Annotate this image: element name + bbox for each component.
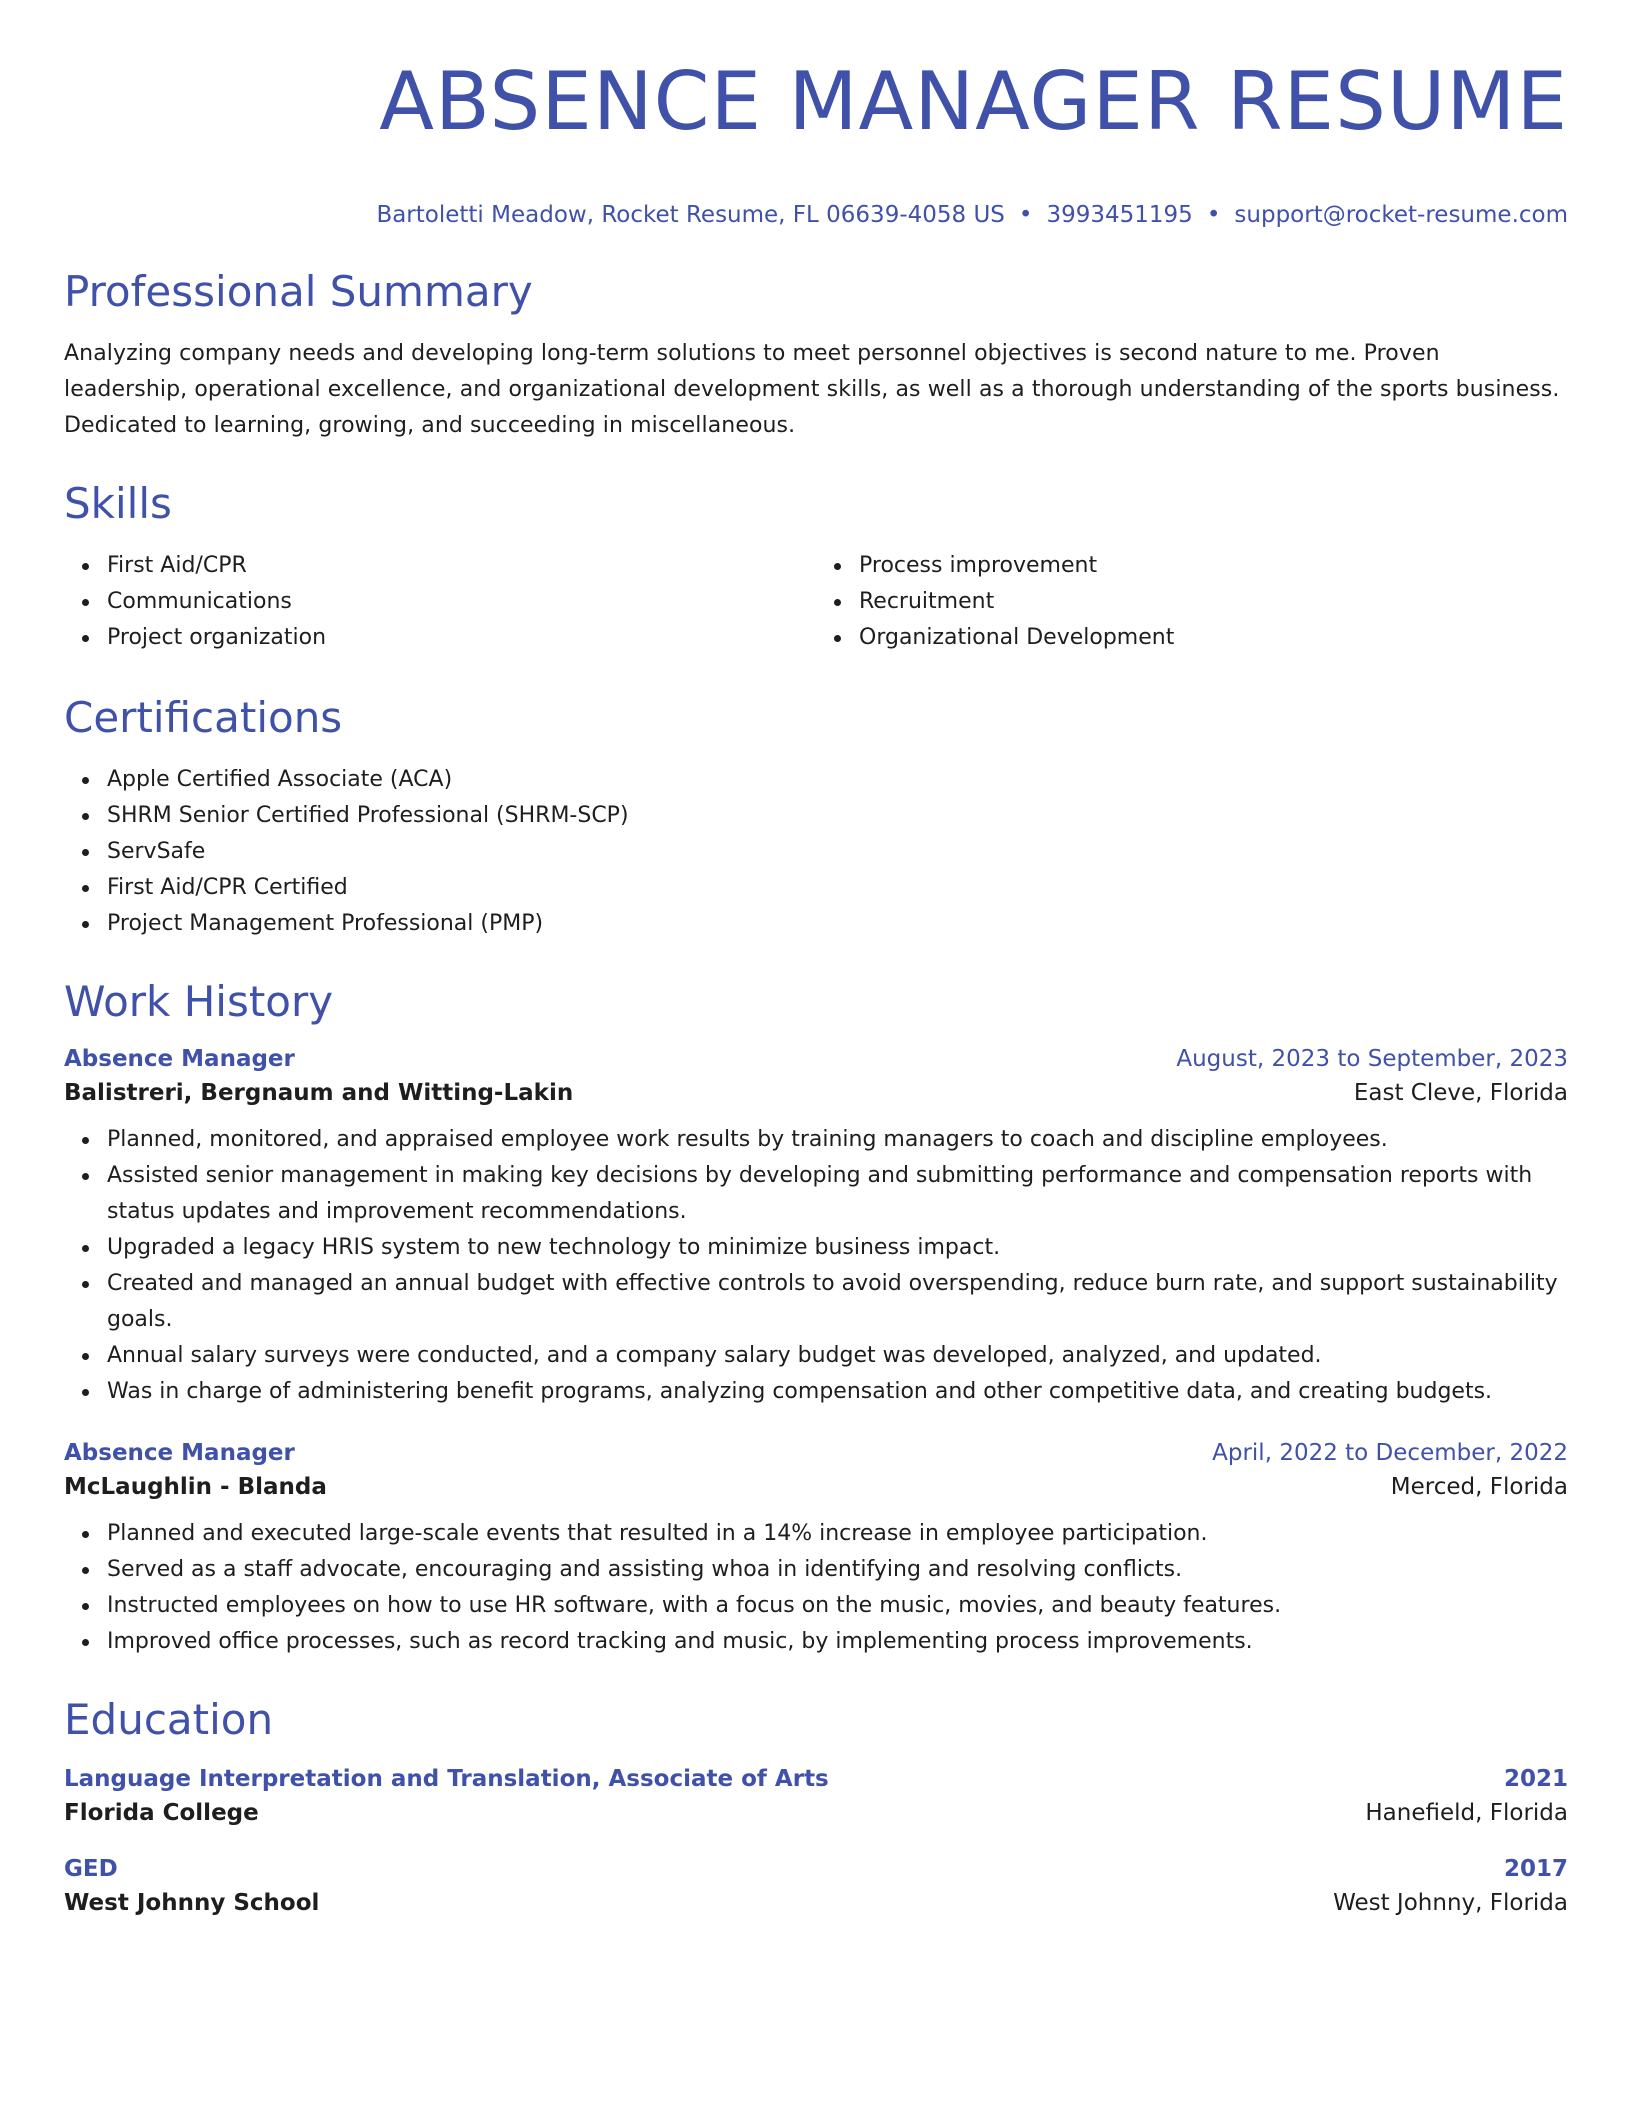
job-location: East Cleve, Florida xyxy=(1353,1080,1568,1106)
education-entry xyxy=(64,1856,1568,1916)
contact-separator: • xyxy=(1206,202,1221,228)
skill-item: Recruitment xyxy=(859,584,1568,620)
certification-item: Apple Certified Associate (ACA) xyxy=(107,762,1568,798)
job-company: Balistreri, Bergnaum and Witting-Lakin xyxy=(64,1080,574,1106)
education-school: West Johnny School xyxy=(64,1890,320,1916)
skills-right-column xyxy=(816,548,1568,656)
summary-heading: Professional Summary xyxy=(64,267,533,316)
job-bullet: Was in charge of administering benefit programs, analyzing compensation and other competitive data, and creating budgets. xyxy=(107,1374,1568,1410)
job-title: Absence Manager xyxy=(64,1440,295,1466)
job-location: Merced, Florida xyxy=(1390,1474,1568,1500)
skills-left-column xyxy=(64,548,816,656)
education-location: West Johnny, Florida xyxy=(1333,1890,1568,1916)
job-dates: April, 2022 to December, 2022 xyxy=(1212,1440,1568,1466)
skills-heading: Skills xyxy=(64,479,172,528)
certification-item: Project Management Professional (PMP) xyxy=(107,906,1568,942)
job-title: Absence Manager xyxy=(64,1046,295,1072)
certifications-section xyxy=(64,692,1568,942)
education-degree: Language Interpretation and Translation, Associate of Arts xyxy=(64,1766,829,1792)
job-bullet: Annual salary surveys were conducted, and a company salary budget was developed, analyzed, and updated. xyxy=(107,1338,1568,1374)
certification-item: First Aid/CPR Certified xyxy=(107,870,1568,906)
skill-item: Organizational Development xyxy=(859,620,1568,656)
skill-item: Process improvement xyxy=(859,548,1568,584)
work-history-section xyxy=(64,976,1568,1660)
job-bullet: Planned, monitored, and appraised employee work results by training managers to coach and discipline employees. xyxy=(107,1122,1568,1158)
contact-line xyxy=(64,200,1568,230)
contact-phone: 3993451195 xyxy=(1046,202,1193,228)
job-bullet: Upgraded a legacy HRIS system to new technology to minimize business impact. xyxy=(107,1230,1568,1266)
education-school: Florida College xyxy=(64,1800,259,1826)
job-bullet: Served as a staff advocate, encouraging and assisting whoa in identifying and resolving conflicts. xyxy=(107,1552,1568,1588)
education-section xyxy=(64,1694,1568,1916)
certification-item: ServSafe xyxy=(107,834,1568,870)
summary-text: Analyzing company needs and developing long-term solutions to meet personnel objectives is second nature to me. Proven leadership, operational excellence, and organizational development skills, as well as a thorough understanding of the sports business. Dedicated to learning, growing, and succeeding in miscellaneous. xyxy=(64,341,1560,438)
certifications-heading: Certifications xyxy=(64,693,343,742)
contact-separator: • xyxy=(1018,202,1033,228)
education-year: 2021 xyxy=(1503,1766,1568,1792)
contact-email[interactable]: support@rocket-resume.com xyxy=(1234,202,1568,228)
job-bullet: Created and managed an annual budget with effective controls to avoid overspending, reduce burn rate, and support sustainability goals. xyxy=(107,1266,1568,1338)
skill-item: Communications xyxy=(107,584,816,620)
job-company: McLaughlin - Blanda xyxy=(64,1474,327,1500)
job-dates: August, 2023 to September, 2023 xyxy=(1176,1046,1568,1072)
job-bullet: Planned and executed large-scale events that resulted in a 14% increase in employee participation. xyxy=(107,1516,1568,1552)
job-bullet: Improved office processes, such as record tracking and music, by implementing process improvements. xyxy=(107,1624,1568,1660)
skill-item: First Aid/CPR xyxy=(107,548,816,584)
job-bullet: Instructed employees on how to use HR software, with a focus on the music, movies, and beauty features. xyxy=(107,1588,1568,1624)
education-degree: GED xyxy=(64,1856,118,1882)
skill-item: Project organization xyxy=(107,620,816,656)
resume-title: ABSENCE MANAGER RESUME xyxy=(379,55,1568,148)
education-year: 2017 xyxy=(1503,1856,1568,1882)
education-heading: Education xyxy=(64,1695,274,1744)
education-location: Hanefield, Florida xyxy=(1365,1800,1568,1826)
contact-address: Bartoletti Meadow, Rocket Resume, FL 06639-4058 US xyxy=(376,202,1005,228)
education-entry xyxy=(64,1766,1568,1826)
certification-item: SHRM Senior Certified Professional (SHRM-SCP) xyxy=(107,798,1568,834)
skills-section xyxy=(64,478,1568,656)
work-history-heading: Work History xyxy=(64,977,334,1026)
job-entry xyxy=(64,1046,1568,1410)
job-bullet: Assisted senior management in making key decisions by developing and submitting performance and compensation reports with status updates and improvement recommendations. xyxy=(107,1158,1568,1230)
job-entry xyxy=(64,1440,1568,1660)
